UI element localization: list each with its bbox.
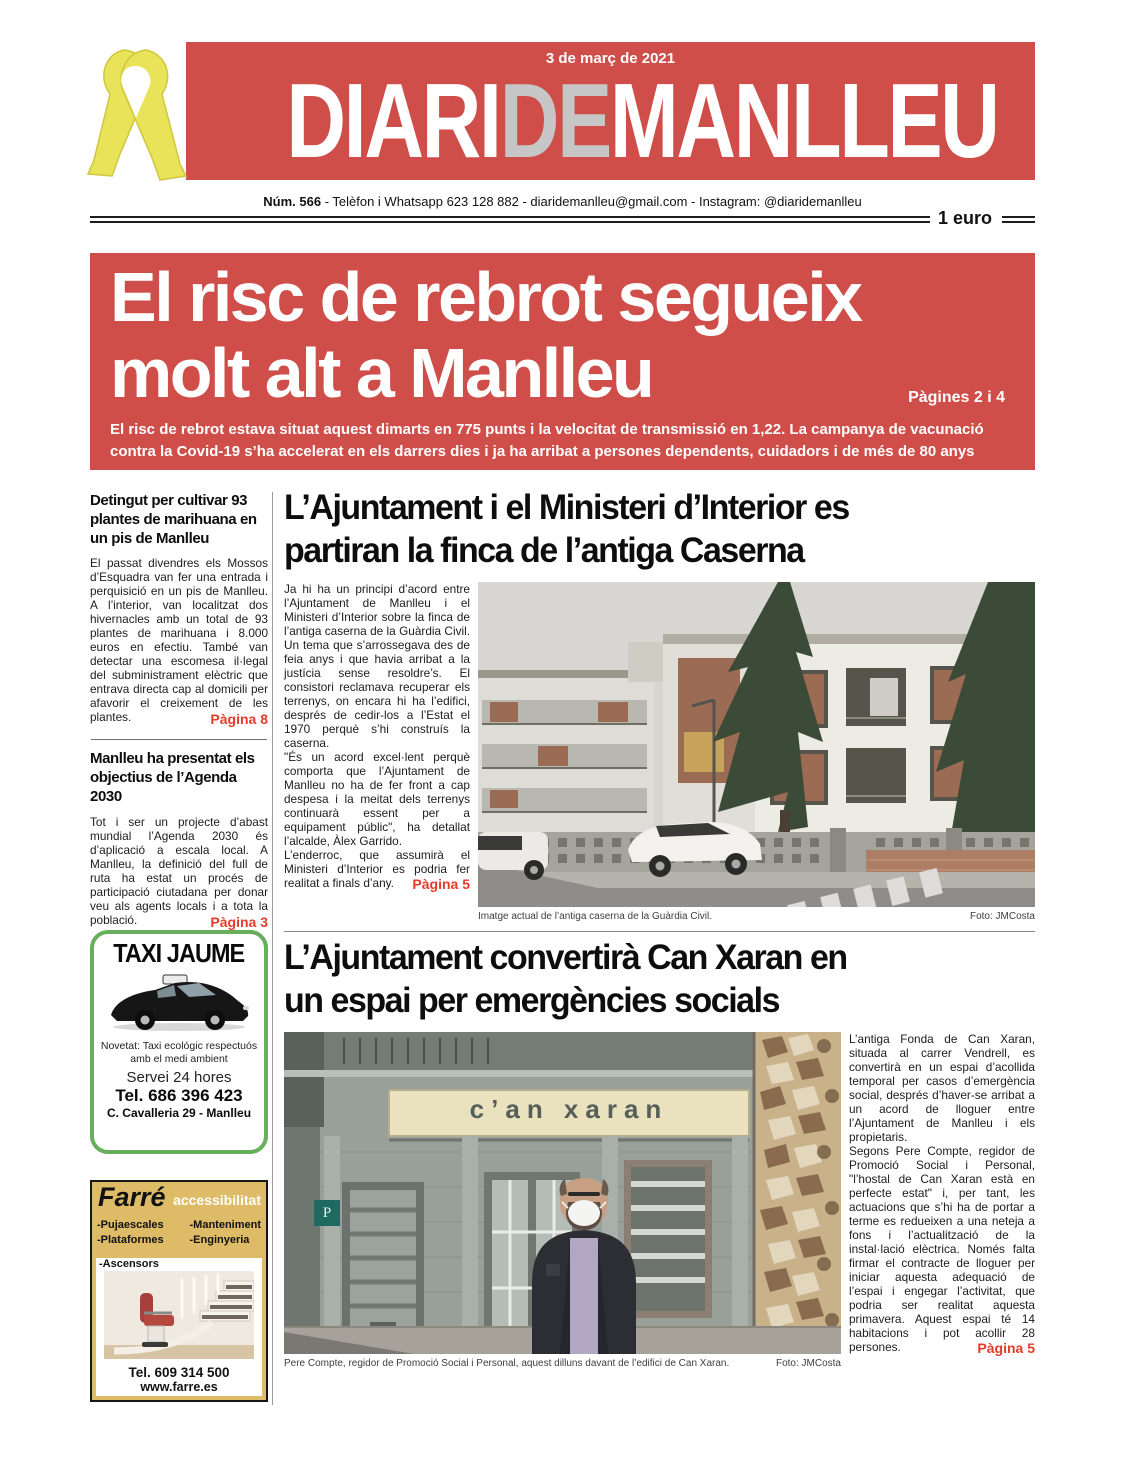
contact-info: - Telèfon i Whatsapp 623 128 882 - diaridemanlleu@gmail.com - Instagram: @diaridemanlleu bbox=[324, 194, 862, 209]
article1-headline-line1: L’Ajuntament i el Ministeri d’Interior es bbox=[284, 488, 849, 527]
article2-headline-line1: L’Ajuntament convertirà Can Xaran en bbox=[284, 938, 847, 977]
newspaper-title bbox=[286, 62, 998, 180]
article2-caption-row bbox=[284, 1358, 841, 1369]
article1-paragraph: "És un acord excel·lent perquè comporta que l’Ajuntament de Manlleu no ha de fer front a cap despesa i la meitat dels terrenys continuarà essent per a equipament públic", ha detallat l’alcalde, Àlex Garrido. bbox=[284, 750, 470, 848]
price-rule-row bbox=[90, 206, 1035, 232]
lead-headline bbox=[110, 259, 1035, 411]
double-rule-right bbox=[1002, 216, 1035, 223]
photo-credit: Foto: JMCosta bbox=[775, 1358, 841, 1369]
pension-p-sign: P bbox=[314, 1200, 340, 1226]
story-body: Tot i ser un projecte d’abast mundial l’Agenda 2030 és d’aplicació a escala local. A Manlleu, la definició del full de ruta ha estat un procés de participació ciutadana per donar veu als agents locals i a tota la població. bbox=[90, 814, 268, 927]
title-manlleu: MANLLEU bbox=[609, 62, 998, 180]
article2-text-column bbox=[849, 1032, 1035, 1355]
sidebar-column bbox=[90, 490, 268, 1394]
title-diari: DIARI bbox=[286, 62, 500, 180]
page-ref-link[interactable]: Pàgina 3 bbox=[210, 913, 268, 930]
photo-credit: Foto: JMCosta bbox=[969, 911, 1035, 922]
taxi-note-line2: amb el medi ambient bbox=[130, 1053, 228, 1066]
article1-headline-line2: partiran la finca de l’antiga Caserna bbox=[284, 531, 804, 570]
ad-farre-accessibilitat bbox=[90, 1180, 268, 1402]
taxi-ad-title: TAXI JAUME bbox=[113, 938, 245, 968]
stairlift-image bbox=[96, 1271, 262, 1364]
story-headline: Detingut per cultivar 93 plantes de marihuana en un pis de Manlleu bbox=[90, 492, 257, 547]
lead-headline-line2: molt alt a Manlleu bbox=[110, 334, 653, 412]
article2-paragraph: L’antiga Fonda de Can Xaran, situada al carrer Vendrell, es convertirà en un espai d’acollida temporal per casos d’emergència social, després d’haver-se arribat a un acord de lloguer entre l’Ajuntament de Manlleu i els propietaris. bbox=[849, 1032, 1035, 1144]
masthead bbox=[186, 42, 1035, 180]
ad-taxi-jaume bbox=[90, 930, 268, 1154]
farre-service: -Enginyeria bbox=[189, 1233, 250, 1246]
article1-text-column bbox=[284, 582, 470, 891]
story-divider bbox=[91, 739, 267, 740]
article2-body-row bbox=[284, 1032, 1035, 1369]
lead-pages-ref[interactable]: Pàgines 2 i 4 bbox=[908, 389, 1005, 406]
article1-headline bbox=[284, 486, 1035, 572]
sidebar-story-agenda2030 bbox=[90, 750, 268, 929]
lead-subhead: El risc de rebrot estava situat aquest dimarts en 775 punts i la velocitat de transmissió en 1,22. La campanya de vacunació contra la Covid-19 s’ha accelerat en els darrers dies i ja ha arribat a persones dependents, cuidadors i de més de 80 anys bbox=[110, 421, 984, 460]
article1-caption-row bbox=[478, 911, 1035, 922]
photo-can-xaran bbox=[284, 1032, 841, 1354]
photo-caption: Pere Compte, regidor de Promoció Social i Personal, aquest dilluns davant de l’edifici de Can Xaran. bbox=[284, 1358, 730, 1369]
farre-image-panel bbox=[96, 1258, 262, 1396]
farre-service: -Manteniment bbox=[189, 1219, 261, 1231]
taxi-ad-phone: Tel. 686 396 423 bbox=[115, 1086, 243, 1106]
taxi-ad-address: C. Cavalleria 29 - Manlleu bbox=[106, 1106, 252, 1121]
farre-ad-name: Farré bbox=[98, 1182, 166, 1212]
main-column bbox=[284, 490, 1035, 1369]
title-de: DE bbox=[499, 62, 610, 180]
taxi-ad-service: Servei 24 hores bbox=[126, 1069, 232, 1087]
article2-paragraph: Segons Pere Compte, regidor de Promoció Social i Personal, "l’hostal de Can Xaran està en perfecte estat" i, per tant, les actuacions que s’hi ha de portar a terme es redueixen a una neteja a fons i l’actualització de la instal·lació elèctrica. Només falta firmar el contracte de lloguer per iniciar aquesta adequació de l’espai i engegar l’activitat, que podria ser realitat aquesta primavera. Aquest espai té 14 habitacions i pot acollir 28 persones. bbox=[849, 1144, 1035, 1354]
farre-service: -Plataformes bbox=[97, 1233, 164, 1246]
yellow-ribbon-icon bbox=[86, 48, 188, 190]
sidebar-story-marihuana bbox=[90, 492, 268, 727]
column-divider bbox=[272, 492, 273, 1405]
double-rule-left bbox=[90, 216, 930, 223]
story-headline: Manlleu ha presentat els objectius de l’Agenda 2030 bbox=[90, 750, 255, 805]
article2-headline bbox=[284, 936, 1035, 1022]
issue-number: Núm. 566 bbox=[263, 194, 322, 209]
farre-service-ascensors: -Ascensors bbox=[99, 1258, 159, 1270]
content-area bbox=[90, 490, 1035, 1415]
taxi-note-line1: Novetat: Taxi ecológic respectuós bbox=[100, 1040, 258, 1052]
taxi-ad-note bbox=[95, 1040, 263, 1066]
farre-service: -Pujaescales bbox=[97, 1219, 164, 1231]
lead-story-banner bbox=[90, 253, 1035, 470]
price-label: 1 euro bbox=[938, 208, 993, 228]
farre-ad-phone: Tel. 609 314 500 bbox=[128, 1365, 230, 1380]
farre-ad-website[interactable]: www.farre.es bbox=[140, 1380, 218, 1394]
page-ref-link[interactable]: Pàgina 8 bbox=[210, 711, 268, 728]
photo-caserna bbox=[478, 582, 1035, 907]
story-body: El passat divendres els Mossos d’Esquadra van fer una entrada i perquisició en un pis de Manlleu. A l’interior, van localitzat dos hivernacles amb un total de 93 plantes de marihuana i 8.000 euros en efectiu. També van detectar una escomesa il·legal del subministrament elèctric que entrava directa cap al domicili per afavorir el creixement de les plantes. bbox=[90, 556, 268, 725]
lead-headline-line1: El risc de rebrot segueix bbox=[110, 258, 861, 336]
article-divider bbox=[284, 931, 1035, 932]
farre-services bbox=[92, 1216, 266, 1248]
edition-date: 3 de març de 2021 bbox=[545, 50, 676, 67]
taxi-car-image bbox=[95, 969, 263, 1038]
page-ref-link[interactable]: Pàgina 5 bbox=[977, 1340, 1035, 1356]
article1-paragraph: L’enderroc, que assumirà el Ministeri d’Interior es podria fer realitat a finals d’any. bbox=[284, 848, 470, 890]
photo-caption: Imatge actual de l’antiga caserna de la Guàrdia Civil. bbox=[478, 911, 713, 922]
article1-body-row bbox=[284, 582, 1035, 907]
page-ref-link[interactable]: Pàgina 5 bbox=[412, 876, 470, 892]
article1-paragraph: Ja hi ha un principi d’acord entre l’Ajuntament de Manlleu i el Ministeri d’Interior sobre la finca de l’antiga caserna de la Guàrdia Civil. Un tema que s’arrossegava des de feia anys i que havia arribat a la justícia sense resoldre’s. El consistori reclamava recuperar els terrenys, on encara hi ha l’edifici, després de cedir-los a l’Estat el 1970 perquè s’hi construís la caserna. bbox=[284, 582, 470, 750]
article2-headline-line2: un espai per emergències socials bbox=[284, 981, 780, 1020]
farre-ad-tagline: accessibilitat bbox=[173, 1192, 261, 1208]
can-xaran-sign: c’an xaran bbox=[469, 1094, 669, 1124]
